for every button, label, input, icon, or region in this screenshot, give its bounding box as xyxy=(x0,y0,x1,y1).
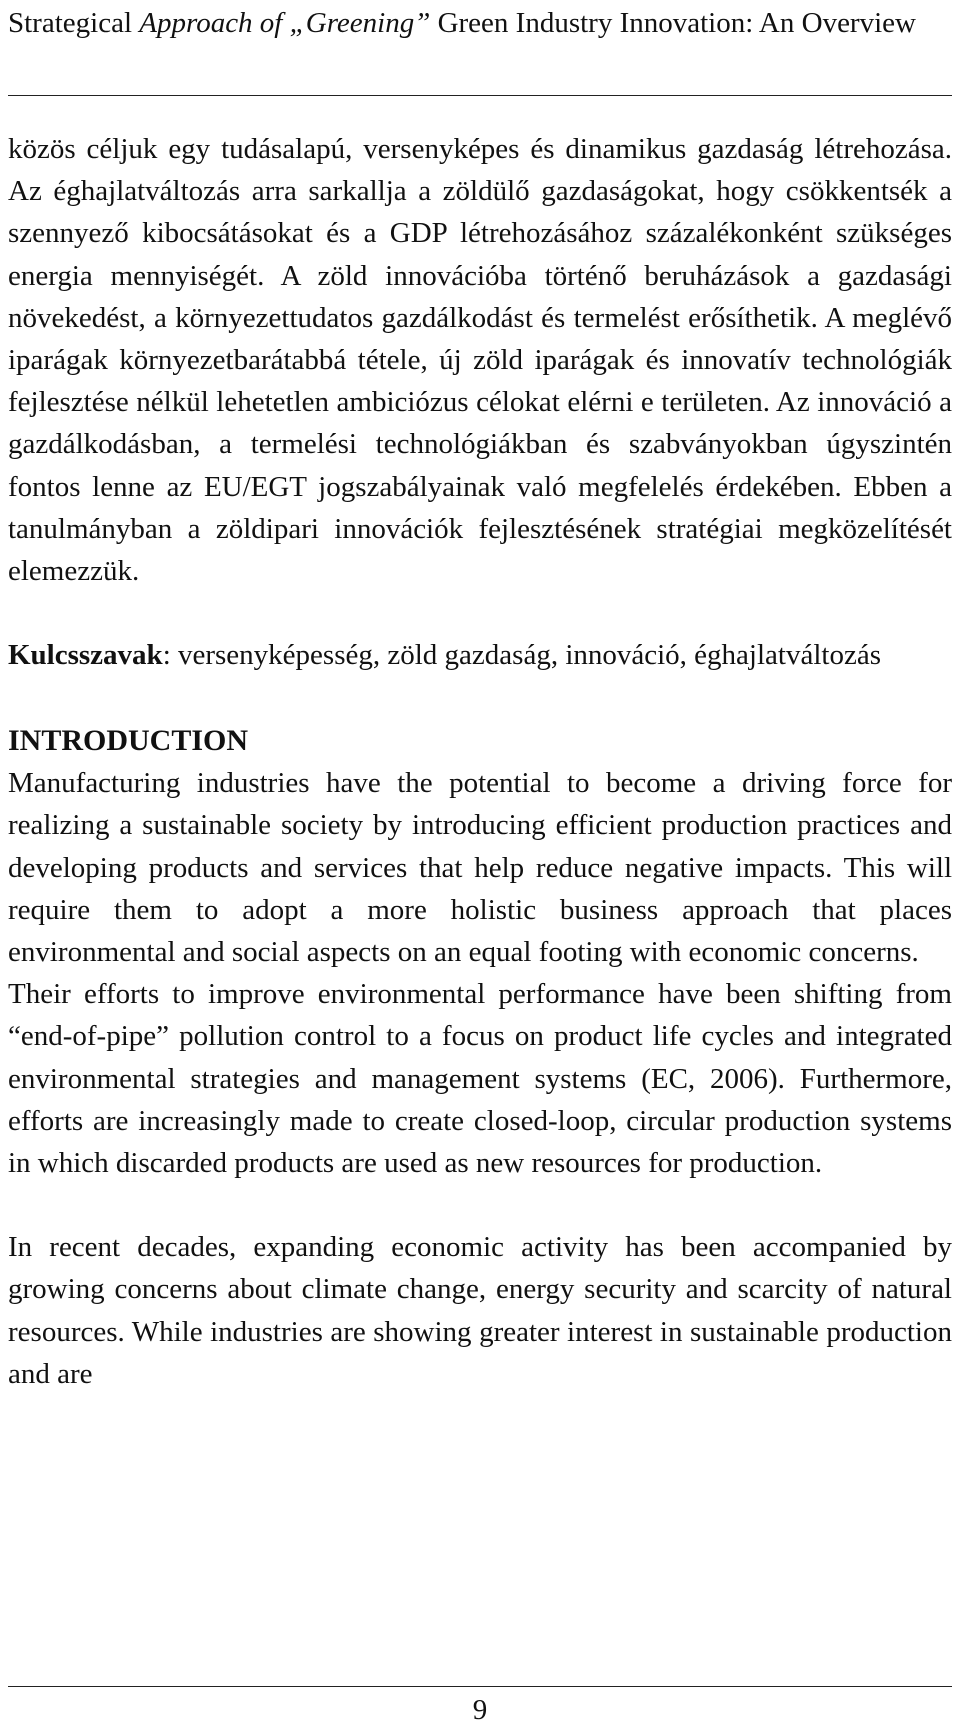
running-header xyxy=(8,0,952,46)
footer-rule xyxy=(8,1686,952,1687)
header-title-part1: Strategical xyxy=(8,7,140,39)
intro-paragraph-1: Manufacturing industries have the potential to become a driving force for realizing a sustainable society by introducing efficient production practices and developing products and services that help reduce negative impacts. This will require them to adopt a more holistic business approach that places environmental and social aspects on an equal footing with economic concerns. xyxy=(8,767,952,969)
section-heading-introduction: INTRODUCTION xyxy=(8,724,249,758)
keywords xyxy=(8,634,952,676)
header-title-italic: Approach of „Greening” xyxy=(139,7,431,39)
header-rule xyxy=(8,95,952,96)
page-body xyxy=(8,128,952,1395)
header-title-part2: Green Industry Innovation: An Overview xyxy=(430,7,916,39)
keywords-text: : versenyképesség, zöld gazdaság, innováció, éghajlatváltozás xyxy=(162,639,881,672)
page-number: 9 xyxy=(472,1694,488,1726)
intro-paragraph-2: Their efforts to improve environmental performance have been shifting from “end-of-pipe” pollution control to a focus on product life cycles and integrated environmental strategies and management systems (EC, 2006). Furthermore, efforts are increasingly made to create closed-loop, circular production systems in which discarded products are used as new resources for production. xyxy=(8,978,952,1180)
keywords-label: Kulcsszavak xyxy=(8,639,163,672)
abstract-hungarian: közös céljuk egy tudásalapú, versenyképes és dinamikus gazdaság létrehozása. Az éghajlatváltozás arra sarkallja a zöldülő gazdaságokat, hogy csökkentsék a szennyező kibocsátásokat és a GDP létrehozásához százalékonként szükséges energia mennyiségét. A zöld innovációba történő beruházások a gazdasági növekedést, a környezettudatos gazdálkodást és termelést erősíthetik. A meglévő iparágak környezetbarátabbá tétele, új zöld iparágak és innovatív technológiák fejlesztése nélkül lehetetlen ambiciózus célokat elérni e területen. Az innováció a gazdálkodásban, a termelési technológiákban és szabványokban úgyszintén fontos lenne az EU/EGT jogszabályainak való megfelelés érdekében. Ebben a tanulmányban a zöldipari innovációk fejlesztésének stratégiai megközelítését elemezzük. xyxy=(8,133,952,588)
intro-paragraph-3: In recent decades, expanding economic activity has been accompanied by growing concerns about climate change, energy security and scarcity of natural resources. While industries are showing greater interest in sustainable production and are xyxy=(8,1231,952,1390)
